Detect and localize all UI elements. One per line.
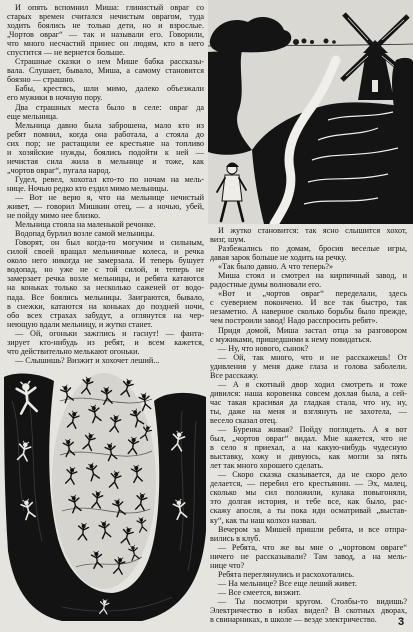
paragraph: [210, 380, 407, 425]
paragraph: [7, 356, 204, 365]
text-line: — Буренка живая? Пойду поглядеть. А я вот: [218, 425, 407, 435]
paragraph: [7, 229, 204, 238]
text-line: удивления у меня даже глаза и голова заболели.: [210, 361, 407, 371]
text-line: силой своей вращал мельничные колеса, и речка: [7, 247, 204, 257]
text-line: Мельница стояла на маленькой речонке.: [15, 220, 156, 230]
text-line: скажу апосля, а ты пока иди осматривай „выстав-: [210, 506, 407, 516]
text-line: — На мельнице? Все еще леший живет.: [218, 578, 357, 588]
text-line: Ребята переглянулись и расхохотались.: [218, 569, 355, 579]
page-number: 3: [398, 616, 405, 628]
right-text-column: [210, 226, 407, 624]
windmill-ravine-illustration: [208, 0, 413, 224]
text-line: — А я скотный двор ходил смотреть и тоже: [218, 379, 407, 389]
text-line: — Все смеется, визжит.: [218, 587, 301, 597]
text-line: Страшные сказки о нем Мише бабка рассказы-: [15, 57, 204, 67]
text-line: это долгая история, и тебе все, как было, рас-: [210, 497, 407, 507]
paragraph: [210, 262, 407, 271]
text-line: ходить боялись не только дети, но и взрослые.: [7, 21, 204, 31]
text-line: Миша стоял и смотрел на кирпичный завод, и: [218, 271, 407, 281]
text-line: — Вот не верю я, что на мельнице нечистый: [15, 192, 204, 202]
paragraph: [210, 353, 407, 380]
text-line: Водопад бурлил возле самой мельницы.: [15, 229, 155, 239]
text-line: И опять вспомнил Миша: глинистый овраг со: [15, 3, 204, 12]
paragraph: [7, 175, 204, 193]
text-line: — Ты посмотри кругом. Столбы-то видишь?: [218, 596, 407, 606]
text-line: в свинарниках, в школе — везде электричество.: [210, 615, 377, 625]
text-line: Говорят, он был когда-то могучим и сильным,: [15, 238, 204, 248]
text-line: визг, шум.: [210, 235, 246, 245]
text-line: спустится — не вернется больше.: [7, 48, 125, 58]
text-line: нице. Ночью редко кто ездил мимо мельницы.: [7, 183, 169, 193]
text-line: около него никогда не замерзала. И теперь бушует: [7, 256, 204, 266]
text-line: Мельница давно была заброшена, мало кто из: [15, 120, 204, 130]
paragraph: [7, 84, 204, 102]
right-trees: [392, 58, 413, 110]
text-line: неющую вдали мельницу, и жутко станет.: [7, 319, 153, 329]
text-line: давая зарок больше не ходить на речку.: [210, 253, 347, 263]
text-line: с суеверием покончено. И все так быстро, так: [210, 298, 407, 308]
paragraph: [210, 525, 407, 543]
text-line: делается, — перебил его крестьянин. — Эх, малец,: [210, 479, 407, 489]
paragraph: [210, 597, 407, 624]
text-line: — Ребята, что же вы мне о „чортовом овраге“: [218, 542, 407, 552]
paragraph: [210, 326, 407, 344]
paragraph: [7, 103, 204, 121]
text-line: живет, — говорил Мишкин отец, — а ночью, убей,: [7, 202, 204, 212]
text-line: чем построили завод! Надо расспросить ребят».: [210, 316, 378, 326]
text-line: обо всех страхах забудут, а оглянутся на чер-: [7, 310, 204, 320]
text-line: что много несчастий принес он людям, кто в него: [7, 39, 204, 49]
text-line: Все расскажу.: [210, 370, 259, 380]
paragraph: [210, 289, 407, 325]
paragraph: [210, 226, 407, 244]
text-line: выставку, хожу и дивуюсь, как могли за пять: [210, 452, 407, 462]
text-line: „чортов овраг“, пугала народ.: [7, 165, 111, 175]
text-line: ты, даже на меня и взглянуть не захотела, —: [210, 406, 407, 416]
paragraph: [7, 57, 204, 84]
text-line: ку“, как ты наш колхоз назвал.: [210, 515, 317, 525]
text-line: — Ой, так много, что и не расскажешь! От: [218, 352, 407, 362]
paragraph: [210, 543, 407, 570]
text-line: в снежки, катаются на коньках до поздней ночи,: [7, 301, 204, 311]
text-line: Два страшных места было в селе: овраг да: [15, 102, 204, 112]
text-line: дивился: наша коровенка совсем дохлая была, а сей-: [210, 388, 407, 398]
paragraph: [210, 271, 407, 289]
text-line: не пойду мимо нее близко.: [7, 211, 101, 221]
text-line: — Ой, огоньки зажглись и гаснут! — фанта-: [15, 328, 204, 338]
paragraph: [210, 470, 407, 524]
paragraph: [210, 425, 407, 470]
text-line: вились в клуб.: [210, 533, 261, 543]
text-line: — Ну, что нового, сынок?: [218, 343, 309, 353]
paragraph: [7, 220, 204, 229]
text-line: был, „чортов овраг“ видал. Мне кажется, что не: [210, 434, 407, 444]
text-line: Придя домой, Миша застал отца за разговором: [218, 325, 407, 335]
text-line: ничего не рассказывали? Там завод, а на мель-: [210, 551, 407, 561]
left-text-column: [7, 3, 204, 365]
text-line: Гудел, ревел, хохотал кто-то по ночам на мель-: [15, 174, 204, 184]
text-line: в село я приехал, а на какую-нибудь чудесную: [210, 443, 407, 453]
text-line: радостные думы волновали его.: [210, 280, 322, 290]
text-line: на коньках только за несколько саженей от водо-: [7, 283, 204, 293]
text-line: еще мельница.: [7, 111, 59, 121]
text-line: — Скоро сказка сказывается, да не скоро дело: [218, 470, 407, 480]
text-line: весело сказал отец.: [210, 415, 278, 425]
paragraph: [7, 238, 204, 328]
text-line: незаметно. А наверное сколько борьбы было прежде,: [210, 307, 407, 317]
text-line: зирует кто-нибудь из ребят, и всем кажется,: [7, 337, 204, 347]
text-line: с мужиками, пришедшими к нему повидаться.: [210, 334, 372, 344]
text-line: сколько мы сил положили, кулака повыгоняли,: [210, 488, 407, 498]
text-line: И жутко становится: так ясно слышится хохот,: [218, 226, 407, 235]
text-line: нечистая сила жила в мельнице и тоже, как: [7, 156, 204, 166]
paragraph: [210, 244, 407, 262]
text-line: «Так было давно. А что теперь?»: [218, 262, 334, 272]
text-line: боязно — страшно.: [7, 75, 75, 85]
text-line: „Чортов овраг“ — так и называли его. Говорили,: [7, 30, 204, 40]
paragraph: [210, 579, 407, 588]
text-line: Разбежались по домам, бросив веселые игры,: [218, 244, 407, 254]
text-line: Вечером за Мишей пришли ребята, и все отпра-: [218, 524, 407, 534]
paragraph: [210, 588, 407, 597]
paragraph: [7, 121, 204, 175]
text-line: нице что?: [210, 560, 245, 570]
text-line: — Слышишь? Визжит и хохочет леший...: [15, 355, 160, 365]
text-line: вала. Слушает, бывало, Миша, а самому становится: [7, 66, 204, 76]
dancing-imps-illustration: [2, 371, 208, 623]
paragraph: [210, 570, 407, 579]
text-line: что действительно мелькают огоньки.: [7, 346, 140, 356]
text-line: сих пор; не растащили ее крестьяне на топливо: [7, 138, 204, 148]
paragraph: [210, 344, 407, 353]
text-line: Электричество в избах видел? В скотных дворах,: [210, 605, 407, 615]
text-line: ребят помнил, когда она работала, а стояла до: [7, 129, 204, 139]
text-line: «Вот и „чортов овраг“ переделали, здесь: [218, 289, 407, 299]
paragraph: [7, 193, 204, 220]
paragraph: [7, 3, 204, 57]
paragraph: [7, 329, 204, 356]
text-line: замерзает речка возле мельницы, и ребята катаются: [7, 274, 204, 284]
text-line: водопад, но уже не с той силой, и теперь не: [7, 265, 204, 275]
text-line: его мужики в ночную пору.: [7, 93, 103, 103]
text-line: час такая красивая да гладкая стала, что ну, ну,: [210, 397, 407, 407]
text-line: пада. Все боялись мельницы. Заиграются, бывало,: [7, 292, 204, 302]
text-line: лет так много хорошего сделать.: [210, 461, 324, 471]
text-line: Бабы, крестясь, шли мимо, далеко объезжали: [15, 84, 204, 94]
text-line: старых времен считался нечистым оврагом, туда: [7, 12, 204, 22]
text-line: и хозяйские нужды, боялись подойти к ней —: [7, 147, 204, 157]
